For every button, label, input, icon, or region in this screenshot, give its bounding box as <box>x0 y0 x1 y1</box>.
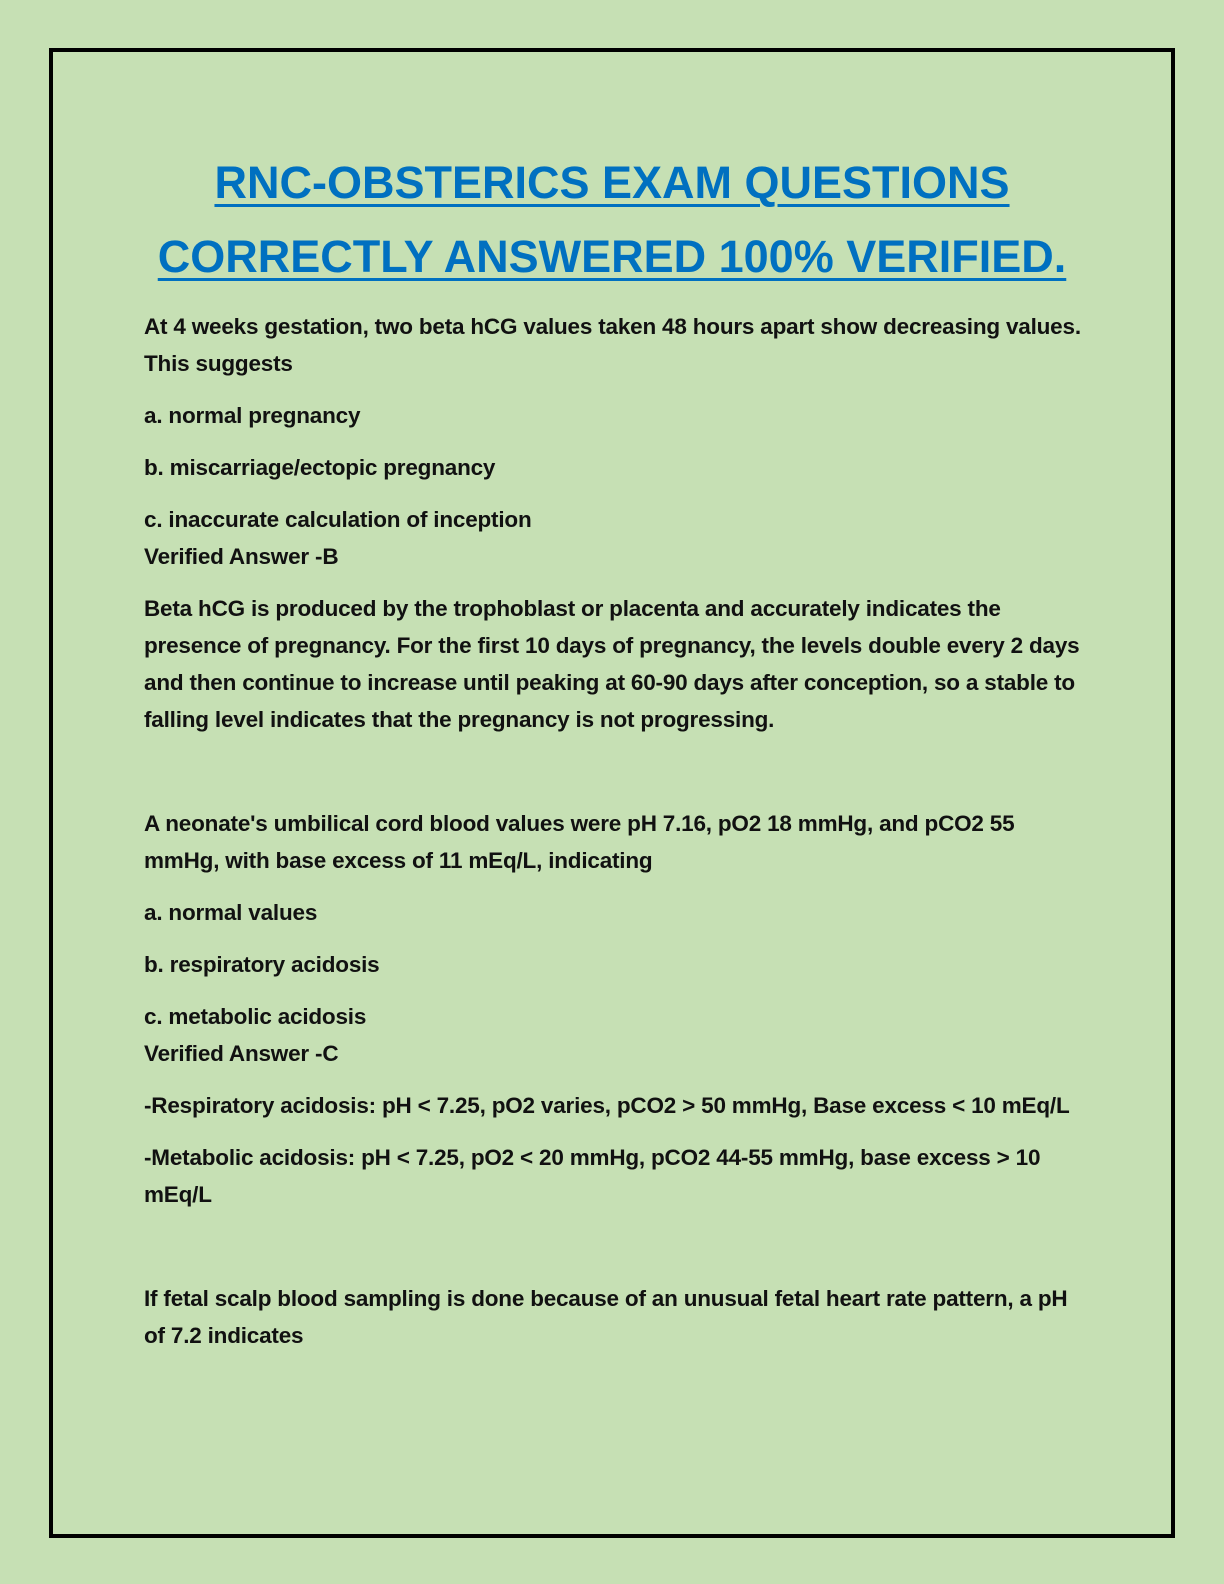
question-1-option-c: c. inaccurate calculation of inception <box>144 507 532 532</box>
title-line-2: CORRECTLY ANSWERED 100% VERIFIED. <box>157 231 1067 282</box>
question-2-option-c: c. metabolic acidosis <box>144 1004 367 1029</box>
question-2-option-b: b. respiratory acidosis <box>144 952 380 977</box>
question-2-option-a: a. normal values <box>144 900 318 925</box>
question-1-answer: Verified Answer -B <box>144 544 339 569</box>
question-2-text: A neonate's umbilical cord blood values were pH 7.16, pO2 18 mmHg, and pCO2 55 mmHg, with base excess of 11 mEq/L, indicating <box>144 811 1015 873</box>
question-1-text: At 4 weeks gestation, two beta hCG values taken 48 hours apart show decreasing values. This suggests <box>144 314 1081 376</box>
title-line-1: RNC-OBSTERICS EXAM QUESTIONS <box>214 157 1010 208</box>
question-2-answer: Verified Answer -C <box>144 1041 339 1066</box>
document-title <box>100 146 1124 294</box>
question-1-explanation: Beta hCG is produced by the trophoblast or placenta and accurately indicates the presence of pregnancy. For the first 10 days of pregnancy, the levels double every 2 days and then continue to increase until peaking at 60-90 days after conception, so a stable to falling level indicates that the pregnancy is not progressing. <box>144 596 1080 732</box>
document-body <box>144 308 1089 1354</box>
question-2-explanation-metabolic: -Metabolic acidosis: pH < 7.25, pO2 < 20 mmHg, pCO2 44-55 mmHg, base excess > 10 mEq/L <box>144 1145 1041 1207</box>
question-2-explanation-respiratory: -Respiratory acidosis: pH < 7.25, pO2 varies, pCO2 > 50 mmHg, Base excess < 10 mEq/L <box>144 1093 1070 1118</box>
question-1-option-b: b. miscarriage/ectopic pregnancy <box>144 455 496 480</box>
question-1-option-a: a. normal pregnancy <box>144 403 361 428</box>
question-3-text: If fetal scalp blood sampling is done because of an unusual fetal heart rate pattern, a pH of 7.2 indicates <box>144 1286 1068 1348</box>
